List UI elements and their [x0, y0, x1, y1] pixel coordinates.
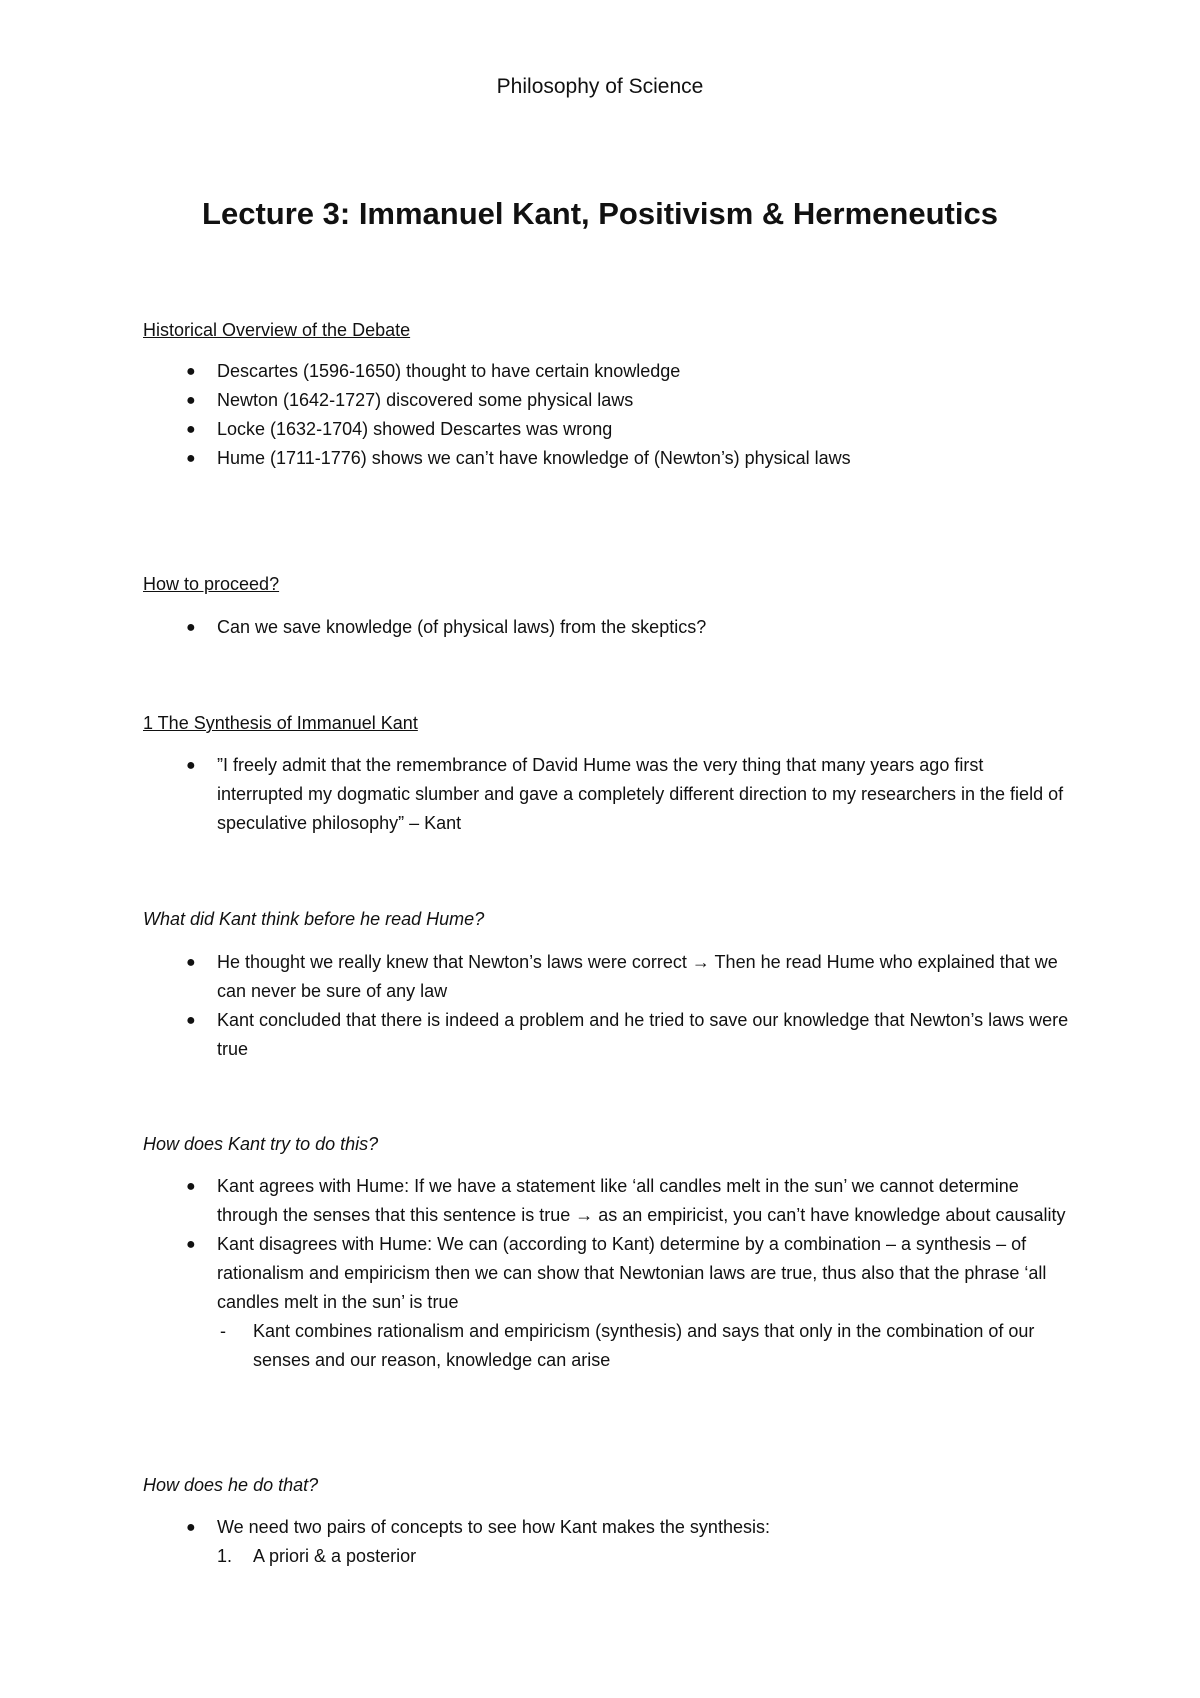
bullet-icon: ● [186, 619, 196, 636]
dash-marker: - [220, 1321, 226, 1341]
bullet-icon: ● [186, 392, 196, 409]
lecture-title: Lecture 3: Immanuel Kant, Positivism & Hermeneutics [202, 196, 998, 231]
heading-how-he-does: How does he do that? [143, 1475, 319, 1495]
try-list [0, 1172, 1200, 1375]
bullet-icon: ● [186, 1519, 196, 1536]
historical-list [0, 357, 1200, 473]
list-item: ● Kant concluded that there is indeed a problem and he tried to save our knowledge that Newton’s laws were true [0, 1006, 1200, 1064]
bullet-icon: ● [186, 954, 196, 971]
bullet-icon: ● [186, 363, 196, 380]
sub-list-item: - Kant combines rationalism and empiricism (synthesis) and says that only in the combination of our senses and our reason, knowledge can arise [0, 1317, 1200, 1375]
list-item: ● We need two pairs of concepts to see how Kant makes the synthesis: [0, 1513, 1200, 1542]
list-item: ● Kant disagrees with Hume: We can (according to Kant) determine by a combination – a synthesis – of rationalism and empiricism then we can show that Newtonian laws are true, thus also that the phrase ‘all candles melt in the sun’ is true [0, 1230, 1200, 1317]
bullet-icon: ● [186, 1236, 196, 1253]
proceed-list [0, 613, 1200, 642]
heading-before-hume: What did Kant think before he read Hume? [143, 909, 485, 929]
list-item: ● Locke (1632-1704) showed Descartes was wrong [0, 415, 1200, 444]
list-item: ● Newton (1642-1727) discovered some physical laws [0, 386, 1200, 415]
synthesis-list [0, 751, 1200, 838]
bullet-icon: ● [186, 757, 196, 774]
bullet-icon: ● [186, 450, 196, 467]
bullet-icon: ● [186, 421, 196, 438]
numbered-item: 1. A priori & a posterior [0, 1542, 1200, 1571]
bullet-icon: ● [186, 1012, 196, 1029]
before-hume-list [0, 948, 1200, 1064]
heading-kant-try: How does Kant try to do this? [143, 1134, 379, 1154]
number-marker: 1. [217, 1546, 233, 1566]
heading-how-to-proceed: How to proceed? [143, 574, 280, 594]
heading-synthesis-kant: 1 The Synthesis of Immanuel Kant [143, 713, 418, 733]
list-item: ● Hume (1711-1776) shows we can’t have knowledge of (Newton’s) physical laws [0, 444, 1200, 473]
list-item: ● Descartes (1596-1650) thought to have certain knowledge [0, 357, 1200, 386]
list-item: ● Kant agrees with Hume: If we have a statement like ‘all candles melt in the sun’ we cannot determine through the senses that this sentence is true → as an empiricist, you can’t have knowledge about causality [0, 1172, 1200, 1230]
how-list [0, 1513, 1200, 1571]
quote-item: ● ”I freely admit that the remembrance of David Hume was the very thing that many years ago first interrupted my dogmatic slumber and gave a completely different direction to my researchers in the field of speculative philosophy” – Kant [0, 751, 1200, 838]
list-item: ● Can we save knowledge (of physical laws) from the skeptics? [0, 613, 1200, 642]
heading-historical-overview: Historical Overview of the Debate [143, 320, 411, 340]
bullet-icon: ● [186, 1178, 196, 1195]
list-item: ● He thought we really knew that Newton’s laws were correct → Then he read Hume who explained that we can never be sure of any law [0, 948, 1200, 1006]
course-header: Philosophy of Science [496, 75, 704, 98]
